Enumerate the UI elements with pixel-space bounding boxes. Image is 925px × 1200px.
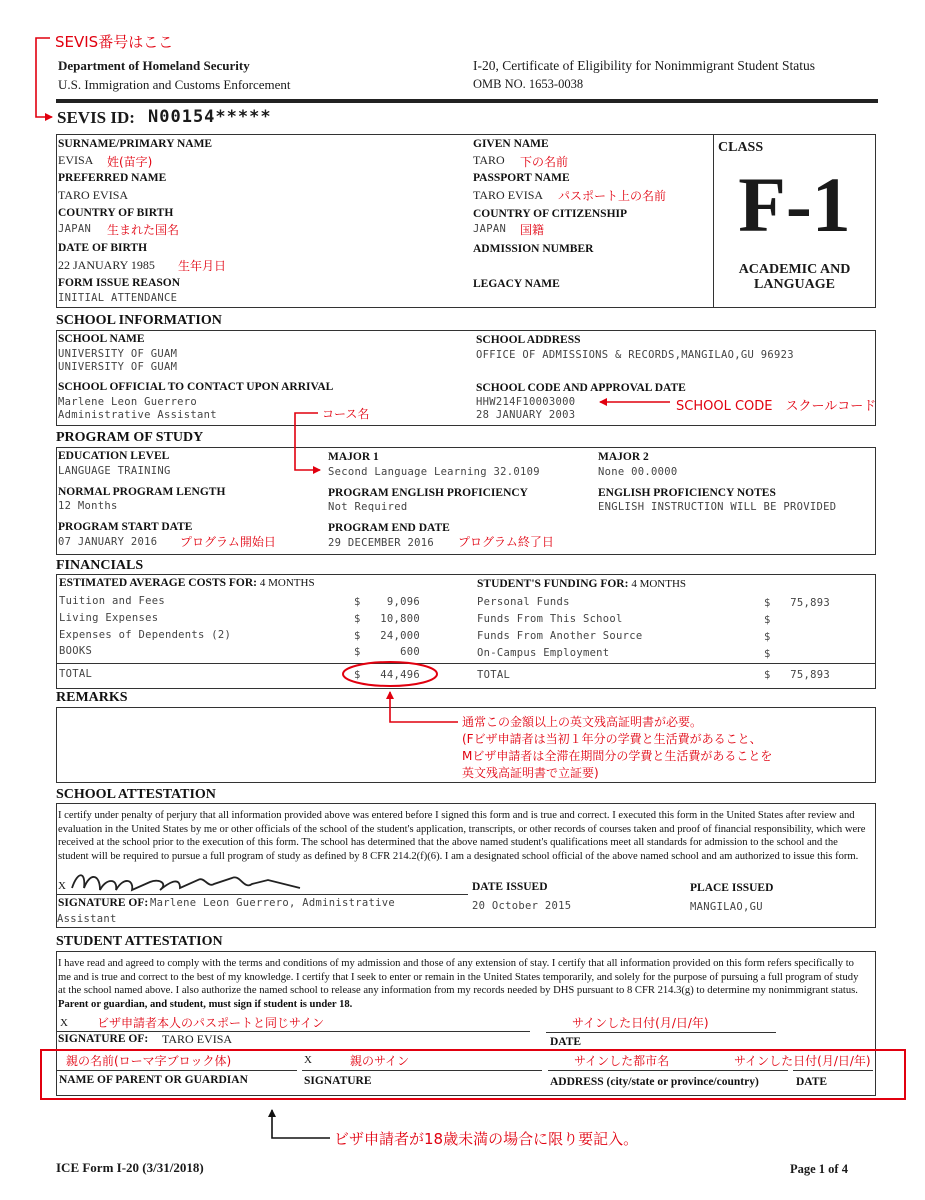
school-official-label: SCHOOL OFFICIAL TO CONTACT UPON ARRIVAL [58,381,334,393]
costs-total-currency: $ [354,669,361,681]
school-attestation-text: I certify under penalty of perjury that all information provided above was entered before I signed this form and is true and correct. I executed this form in the United States after review and evaluation in the United States by me or other officials of the school of the student's application, transcripts, or other records of courses taken and proof of financial responsibility, which were received at the school prior to the execution of this form. The school has determined that the above named student's qualifications meet all standards for admission to the school and the student will be required to pursue a full program of study as defined by 8 CFR 214.2(f)(6). I am a designated school official of the above named school and am authorized to issue this form. [58,810,866,862]
class-desc-1: ACADEMIC AND [738,262,851,277]
annotation-parent-signature: 親のサイン [350,1054,410,1068]
major2-value: None 00.0000 [598,466,678,478]
cost-row-amount: 9,096 [386,596,420,608]
student-signature-name: TARO EVISA [162,1032,233,1046]
annotation-course: コース名 [322,407,370,421]
cost-row-currency: $ [354,596,361,608]
parent-date-label: DATE [796,1076,828,1088]
annotation-dob: 生年月日 [178,259,227,273]
birth-country-label: COUNTRY OF BIRTH [58,207,174,219]
annotation-birth-country: 生まれた国名 [107,223,180,237]
school-official-name: Marlene Leon Guerrero [58,396,198,408]
cost-row-amount: 24,000 [380,630,420,642]
school-name-1: UNIVERSITY OF GUAM [58,348,178,360]
parent-signature-label: SIGNATURE [304,1075,372,1087]
english-proficiency-label: PROGRAM ENGLISH PROFICIENCY [328,487,528,499]
student-date-label: DATE [550,1036,582,1048]
program-end-value: 29 DECEMBER 2016 [328,537,434,549]
sevis-id-label: SEVIS ID: [57,108,135,127]
english-proficiency-value: Not Required [328,501,408,513]
major2-label: MAJOR 2 [598,451,649,463]
school-code-label: SCHOOL CODE AND APPROVAL DATE [476,382,686,394]
footer-page-number: Page 1 of 4 [790,1162,848,1176]
funding-total-label: TOTAL [477,669,511,681]
surname-value: EVISA [58,153,94,167]
legacy-name-label: LEGACY NAME [473,278,560,290]
admission-number-label: ADMISSION NUMBER [473,243,594,255]
education-level-label: EDUCATION LEVEL [58,450,170,462]
balance-note-arrow [390,692,458,722]
form-issue-reason-label: FORM ISSUE REASON [58,277,181,289]
citizenship-value: JAPAN [473,223,507,235]
funding-row-label: On-Campus Employment [477,647,610,659]
funding-row-label: Funds From Another Source [477,630,643,642]
school-address-label: SCHOOL ADDRESS [476,334,581,346]
cost-row-amount: 600 [400,646,420,658]
class-label: CLASS [718,140,764,155]
annotation-end: プログラム終了日 [458,535,554,549]
school-address-value: OFFICE OF ADMISSIONS & RECORDS,MANGILAO,GU 96923 [476,349,794,361]
program-start-label: PROGRAM START DATE [58,521,193,533]
annotation-sevis: SEVIS番号はここ [55,33,174,51]
given-name-label: GIVEN NAME [473,138,549,150]
annotation-signature-date: サインした日付(月/日/年) [572,1016,709,1030]
date-issued-label: DATE ISSUED [472,881,548,893]
school-name-2: UNIVERSITY OF GUAM [58,361,178,373]
school-signature-x: X [58,880,66,892]
program-end-label: PROGRAM END DATE [328,522,450,534]
cost-row-label: Expenses of Dependents (2) [59,629,232,641]
annotation-surname: 姓(苗字) [107,155,153,169]
student-signature-label: SIGNATURE OF: [58,1033,149,1045]
remarks-heading: REMARKS [56,690,128,705]
annotation-city: サインした都市名 [574,1054,670,1068]
form-issue-reason-value: INITIAL ATTENDANCE [58,292,178,304]
parent-name-label: NAME OF PARENT OR GUARDIAN [59,1074,248,1086]
place-issued-value: MANGILAO,GU [690,901,763,913]
funding-row-currency: $ [764,614,771,626]
annotation-start: プログラム開始日 [180,535,276,549]
annotation-parent-date: サインした日付(月/日/年) [734,1054,871,1068]
school-info-heading: SCHOOL INFORMATION [56,313,222,328]
cost-row-label: Tuition and Fees [59,595,165,607]
annotation-passport: パスポート上の名前 [558,189,667,203]
cost-row-currency: $ [354,646,361,658]
cost-row-label: Living Expenses [59,612,159,624]
annotation-citizenship: 国籍 [520,223,545,237]
financials-heading: FINANCIALS [56,558,144,573]
funding-row-label: Personal Funds [477,596,570,608]
funding-row-label: Funds From This School [477,613,623,625]
funding-total-currency: $ [764,669,771,681]
student-attestation-text: I have read and agreed to comply with the terms and conditions of my admission and those of any extension of stay. I certify that all information provided on this form refers specifically to me and is true and correct to the best of my knowledge. I certify that I seek to enter or remain in the United States temporarily, and solely for the purpose of pursuing a full program of study at the school named above. I also authorize the named school to release any information from my records needed by DHS pursuant to 8 CFR 214.3(g) to determine my nonimmigrant status. Parent or guardian, and student, must sign if student is under 18. [58,958,859,1010]
school-official-title: Administrative Assistant [58,409,217,421]
date-issued-value: 20 October 2015 [472,900,572,912]
given-name-value: TARO [473,153,505,167]
preferred-name-value: TARO EVISA [58,188,129,202]
sevis-id-value: N00154***** [148,107,272,127]
annotation-student-signature: ビザ申請者本人のパスポートと同じサイン [97,1016,325,1030]
school-attestation-heading: SCHOOL ATTESTATION [56,787,216,802]
course-arrow [295,413,320,470]
total-circle [343,662,437,686]
funding-row-currency: $ [764,631,771,643]
funding-row-currency: $ [764,648,771,660]
sevis-arrow [36,38,52,117]
class-value: F-1 [738,161,851,248]
school-signature-name: Marlene Leon Guerrero, Administrative [150,897,395,909]
parent-signature-x: X [304,1054,312,1066]
funding-total-amount: 75,893 [790,669,830,681]
cost-row-amount: 10,800 [380,613,420,625]
program-length-value: 12 Months [58,500,118,512]
passport-name-label: PASSPORT NAME [473,172,570,184]
department-name: Department of Homeland Security [58,58,250,73]
program-start-value: 07 JANUARY 2016 [58,536,158,548]
under18-arrow [272,1110,330,1138]
funding-heading: STUDENT'S FUNDING FOR: 4 MONTHS [477,578,687,590]
omb-number: OMB NO. 1653-0038 [473,77,584,91]
costs-total-label: TOTAL [59,668,93,680]
student-signature-x: X [60,1017,68,1029]
cost-row-currency: $ [354,613,361,625]
program-heading: PROGRAM OF STUDY [56,430,204,445]
birth-country-value: JAPAN [58,223,92,235]
costs-heading: ESTIMATED AVERAGE COSTS FOR: 4 MONTHS [59,577,315,589]
school-name-label: SCHOOL NAME [58,333,145,345]
passport-name-value: TARO EVISA [473,188,544,202]
major1-label: MAJOR 1 [328,451,379,463]
preferred-name-label: PREFERRED NAME [58,172,167,184]
annotation-school-code: SCHOOL CODE スクールコード [676,399,877,414]
student-attestation-heading: STUDENT ATTESTATION [56,934,223,949]
cost-row-label: BOOKS [59,645,93,657]
form-title: I-20, Certificate of Eligibility for Nonimmigrant Student Status [473,58,815,73]
school-code-value: HHW214F10003000 [476,396,576,408]
annotation-parent-name: 親の名前(ローマ字ブロック体) [66,1054,232,1068]
surname-label: SURNAME/PRIMARY NAME [58,138,213,150]
school-signature-title: Assistant [57,913,117,925]
annotation-under18: ビザ申請者が18歳未満の場合に限り要記入。 [334,1130,639,1148]
citizenship-label: COUNTRY OF CITIZENSHIP [473,208,628,220]
funding-row-amount: 75,893 [790,597,830,609]
class-desc-2: LANGUAGE [754,277,835,292]
funding-row-currency: $ [764,597,771,609]
major1-value: Second Language Learning 32.0109 [328,466,540,478]
address-label: ADDRESS (city/state or province/country) [550,1076,759,1088]
program-length-label: NORMAL PROGRAM LENGTH [58,486,226,498]
costs-total-amount: 44,496 [380,669,420,681]
school-official-signature [72,875,300,890]
dob-label: DATE OF BIRTH [58,242,148,254]
english-notes-label: ENGLISH PROFICIENCY NOTES [598,487,776,499]
dob-value: 22 JANUARY 1985 [58,258,155,272]
education-level-value: LANGUAGE TRAINING [58,465,171,477]
place-issued-label: PLACE ISSUED [690,882,774,894]
school-signature-label: SIGNATURE OF: [58,897,149,909]
cost-row-currency: $ [354,630,361,642]
approval-date-value: 28 JANUARY 2003 [476,409,576,421]
english-notes-value: ENGLISH INSTRUCTION WILL BE PROVIDED [598,501,837,513]
footer-form-id: ICE Form I-20 (3/31/2018) [56,1160,204,1175]
agency-name: U.S. Immigration and Customs Enforcement [58,77,291,92]
annotation-balance-note: 通常この金額以上の英文残高証明書が必要。 (Fビザ申請者は当初１年分の学費と生活費があること、 Mビザ申請者は全滞在期間分の学費と生活費があることを 英文残高証明書で立証要) [462,715,773,780]
annotation-given: 下の名前 [520,155,569,169]
